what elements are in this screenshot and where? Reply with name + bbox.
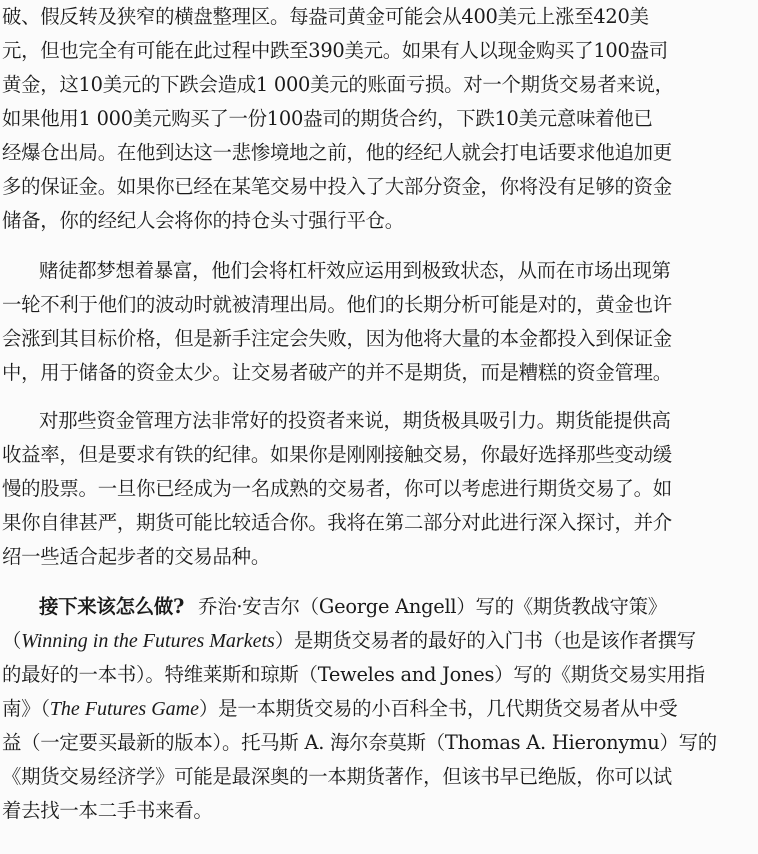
- book-title: Winning in the Futures Markets: [21, 630, 275, 652]
- text-span: ）是一本期货交易的小百科全书，几代期货交易者从中受: [198, 697, 678, 720]
- book-title: The Futures Game: [49, 698, 199, 720]
- text-span: 乔治·安吉尔（George Angell）写的《期货教战守策》: [198, 595, 667, 618]
- text-span: ）是期货交易者的最好的入门书（也是该作者撰写: [274, 629, 696, 652]
- text-span: 南》（: [2, 697, 50, 720]
- text-line: 对那些资金管理方法非常好的投资者来说，期货极具吸引力。期货能提供高: [39, 409, 671, 432]
- text-line: [0, 692, 758, 726]
- text-line: 《期货交易经济学》可能是最深奥的一本期货著作，但该书早已绝版，你可以试: [2, 765, 672, 788]
- text-span: （: [2, 629, 22, 652]
- text-line: 多的保证金。如果你已经在某笔交易中投入了大部分资金，你将没有足够的资金: [2, 175, 672, 198]
- text-line: 的最好的一本书）。特维莱斯和琼斯（Teweles and Jones）写的《期货交易实用指: [2, 663, 705, 686]
- text-line: 中，用于储备的资金太少。让交易者破产的并不是期货，而是糟糕的资金管理。: [2, 361, 672, 384]
- text-line: 破、假反转及狭窄的横盘整理区。每盎司黄金可能会从400美元上涨至420美: [2, 5, 649, 28]
- text-line: 慢的股票。一旦你已经成为一名成熟的交易者，你可以考虑进行期货交易了。如: [2, 477, 672, 500]
- text-line: 绍一些适合起步者的交易品种。: [2, 545, 270, 568]
- text-line: 赌徒都梦想着暴富，他们会将杠杆效应运用到极致状态，从而在市场出现第: [39, 259, 671, 282]
- section-heading: 接下来该怎么做?: [39, 595, 185, 618]
- text-line: 储备，你的经纪人会将你的持仓头寸强行平仓。: [2, 209, 404, 232]
- text-line: 经爆仓出局。在他到达这一悲惨境地之前，他的经纪人就会打电话要求他追加更: [2, 141, 672, 164]
- text-line: 益（一定要买最新的版本）。托马斯 A. 海尔奈莫斯（Thomas A. Hieronymu）写的: [2, 731, 717, 754]
- text-line: 如果他用1 000美元购买了一份100盎司的期货合约，下跌10美元意味着他已: [2, 107, 653, 130]
- text-line: 会涨到其目标价格，但是新手注定会失败，因为他将大量的本金都投入到保证金: [2, 327, 672, 350]
- text-line: 果你自律甚严，期货可能比较适合你。我将在第二部分对此进行深入探讨，并介: [2, 511, 672, 534]
- text-line: 着去找一本二手书来看。: [2, 799, 213, 822]
- text-line: [0, 590, 758, 624]
- text-line: 元，但也完全有可能在此过程中跌至390美元。如果有人以现金购买了100盎司: [2, 39, 668, 62]
- text-line: 一轮不利于他们的波动时就被清理出局。他们的长期分析可能是对的，黄金也许: [2, 293, 672, 316]
- text-line: 黄金，这10美元的下跌会造成1 000美元的账面亏损。对一个期货交易者来说，: [2, 73, 674, 96]
- text-line: 收益率，但是要求有铁的纪律。如果你是刚刚接触交易，你最好选择那些变动缓: [2, 443, 672, 466]
- text-line: [0, 624, 758, 658]
